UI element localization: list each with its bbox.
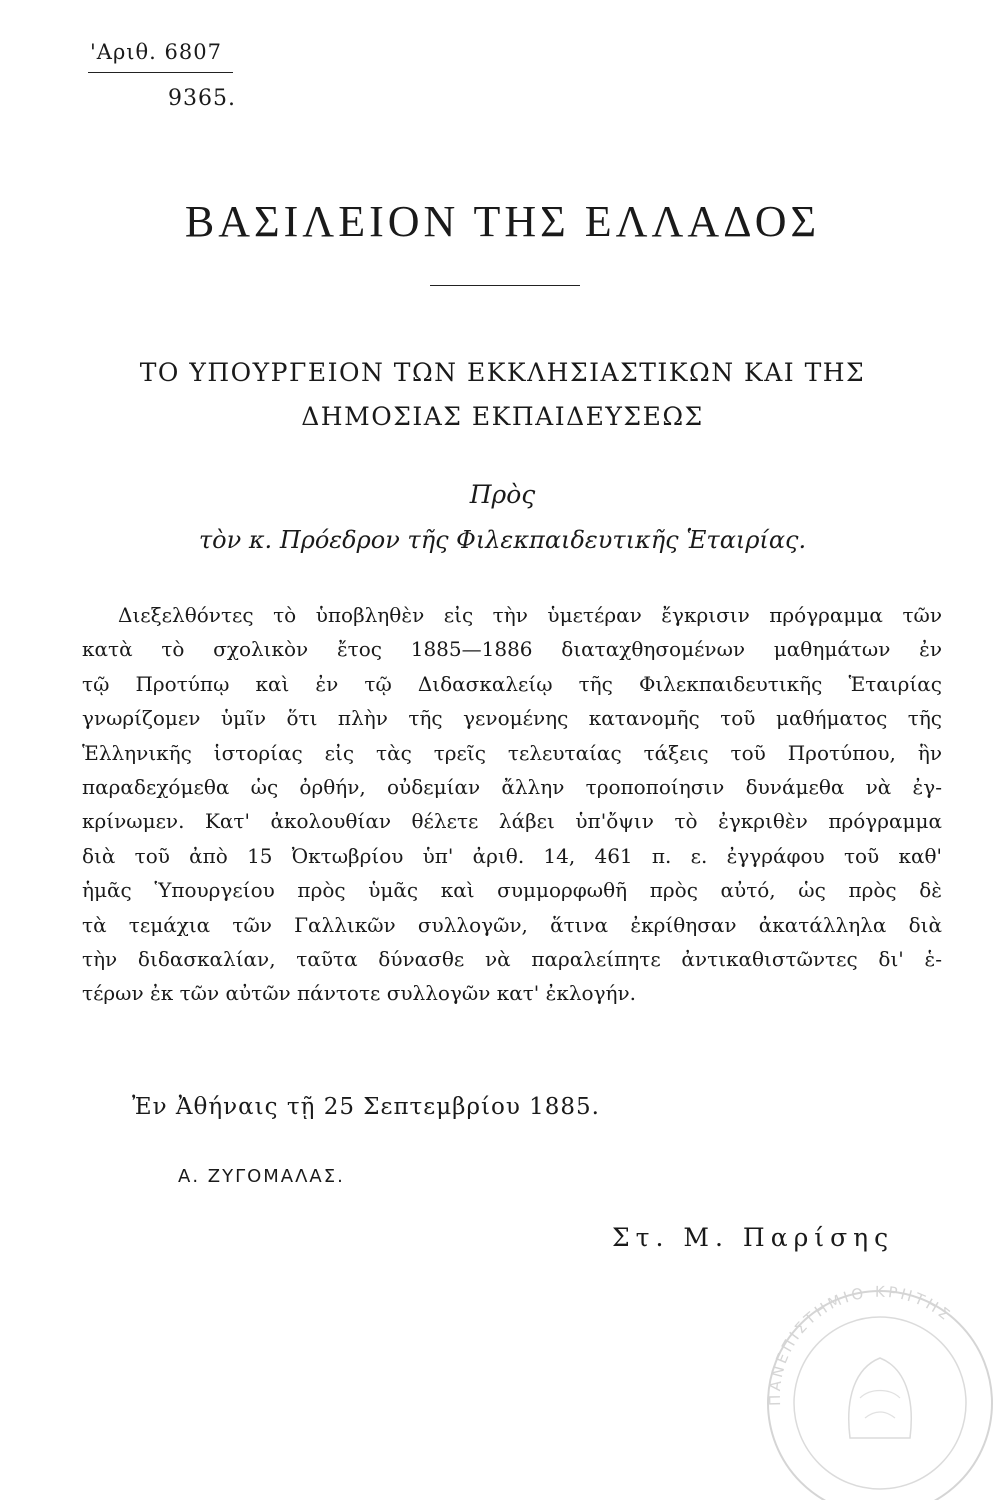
body-line: γνωρίζομεν ὑμῖν ὅτι πλὴν τῆς γενομένης κατανομῆς τοῦ μαθήματος τῆς bbox=[82, 706, 942, 731]
reference-divider bbox=[88, 72, 233, 73]
reference-number: 'Αριθ. 6807 bbox=[90, 40, 222, 64]
body-line: κρίνωμεν. Κατ' ἀκολουθίαν θέλετε λάβει ὑπ'ὄψιν τὸ ἐγκριθὲν πρόγραμμα bbox=[82, 809, 942, 834]
body-line: παραδεχόμεθα ὡς ὀρθήν, οὐδεμίαν ἄλλην τροποποίησιν δυνάμεθα νὰ ἐγ- bbox=[82, 775, 942, 800]
signature-minister: Α. ΖΥΓΟΜΑΛΑΣ. bbox=[178, 1166, 345, 1187]
letter-body bbox=[82, 598, 942, 1011]
body-line: Διεξελθόντες τὸ ὑποβληθὲν εἰς τὴν ὑμετέραν ἔγκρισιν πρόγραμμα τῶν bbox=[118, 603, 942, 627]
ministry-heading-line-2: ΔΗΜΟΣΙΑΣ ΕΚΠΑΙΔΕΥΣΕΩΣ bbox=[301, 402, 704, 431]
salutation-to: Πρὸς bbox=[469, 480, 536, 509]
addressee: τὸν κ. Πρόεδρον τῆς Φιλεκπαιδευτικῆς Ἑταιρίας. bbox=[198, 526, 807, 554]
reference-number-secondary: 9365. bbox=[168, 86, 236, 111]
ministry-heading-line-1: ΤΟ ΥΠΟΥΡΓΕΙΟΝ ΤΩΝ ΕΚΚΛΗΣΙΑΣΤΙΚΩΝ ΚΑΙ ΤΗΣ bbox=[139, 358, 866, 387]
title-divider bbox=[430, 285, 580, 286]
body-line: ἡμᾶς Ὑπουργείου πρὸς ὑμᾶς καὶ συμμορφωθῆ πρὸς αὐτό, ὡς πρὸς δὲ bbox=[82, 878, 942, 903]
date-line: Ἐν Ἀθήναις τῇ 25 Σεπτεμβρίου 1885. bbox=[132, 1094, 600, 1120]
signature-secretary: Στ. Μ. Παρίσης bbox=[612, 1223, 895, 1252]
stamp-text: ΠΑΝΕΠΙΣΤΗΜΙΟ ΚΡΗΤΗΣ bbox=[765, 1282, 956, 1407]
university-stamp-icon bbox=[755, 1278, 1001, 1500]
body-line: τὰ τεμάχια τῶν Γαλλικῶν συλλογῶν, ἅτινα ἐκρίθησαν ἀκατάλληλα διὰ bbox=[82, 912, 942, 937]
body-line: τὴν διδασκαλίαν, ταῦτα δύνασθε νὰ παραλείπητε ἀντικαθιστῶντες δι' ἑ- bbox=[82, 947, 942, 972]
body-line: διὰ τοῦ ἀπὸ 15 Ὀκτωβρίου ὑπ' ἀριθ. 14, 461 π. ε. ἐγγράφου τοῦ καθ' bbox=[82, 843, 942, 868]
body-line: τῷ Προτύπῳ καὶ ἐν τῷ Διδασκαλείῳ τῆς Φιλεκπαιδευτικῆς Ἑταιρίας bbox=[82, 671, 942, 696]
body-line: τέρων ἐκ τῶν αὐτῶν πάντοτε συλλογῶν κατ' ἐκλογήν. bbox=[82, 981, 637, 1006]
body-line: Ἑλληνικῆς ἱστορίας εἰς τὰς τρεῖς τελευταίας τάξεις τοῦ Προτύπου, ἣν bbox=[82, 740, 942, 765]
body-line: κατὰ τὸ σχολικὸν ἔτος 1885—1886 διαταχθησομένων μαθημάτων ἐν bbox=[82, 637, 942, 662]
svg-text:ΠΑΝΕΠΙΣΤΗΜΙΟ ΚΡΗΤΗΣ bbox=[766, 1283, 956, 1406]
page-title: ΒΑΣΙΛΕΙΟΝ ΤΗΣ ΕΛΛΑΔΟΣ bbox=[184, 197, 821, 246]
